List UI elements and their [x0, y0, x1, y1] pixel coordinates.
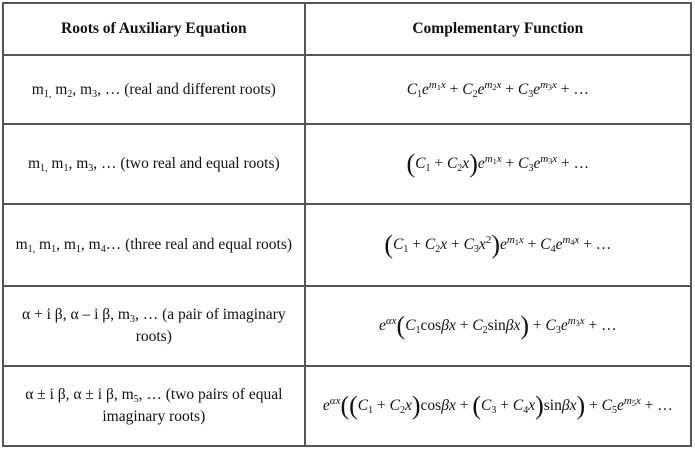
complementary-function-cell: $(C_1 + C_2x)e^{m_1x} + C_3e^{m_3x}$ + …	[305, 124, 691, 204]
table-row	[3, 55, 691, 124]
roots-complementary-function-table	[2, 2, 692, 447]
roots-cell: $m_{1,}$ $m_1$, $m_3$, … (two real and equal roots)	[3, 124, 305, 204]
header-row	[3, 3, 691, 55]
complementary-function-cell: $e^{\alpha x}((C_1 + C_2x)\cos\beta x + (C_3 + C_4x)\sin\beta x) + C_5e^{m_5x}$ + …	[305, 366, 691, 446]
complementary-function-cell: $C_1e^{m_1x} + C_2e^{m_2x} + C_3e^{m_3x}$ + …	[305, 55, 691, 124]
roots-cell: $m_{1,}$ $m_1$, $m_1$, $m_4\dots$ (three real and equal roots)	[3, 204, 305, 286]
header-roots: Roots of Auxiliary Equation	[3, 3, 305, 55]
complementary-function-cell: $e^{\alpha x}(C_1\cos\beta x + C_2\sin\beta x) + C_3e^{m_3x}$ + …	[305, 286, 691, 366]
roots-cell: α + i β, α – i β, $m_3$, … (a pair of imaginary roots)	[3, 286, 305, 366]
complementary-function-cell: $(C_1 + C_2x + C_3x^2)e^{m_1x} + C_4e^{m_4x}$ + …	[305, 204, 691, 286]
roots-cell: α ± i β, α ± i β, $m_5$, … (two pairs of equal imaginary roots)	[3, 366, 305, 446]
table-row	[3, 286, 691, 366]
table-row	[3, 204, 691, 286]
table-row	[3, 366, 691, 446]
roots-cell: $m_{1,}$ $m_2$, $m_3$, … (real and different roots)	[3, 55, 305, 124]
table-row	[3, 124, 691, 204]
header-complementary-function: Complementary Function	[305, 3, 691, 55]
